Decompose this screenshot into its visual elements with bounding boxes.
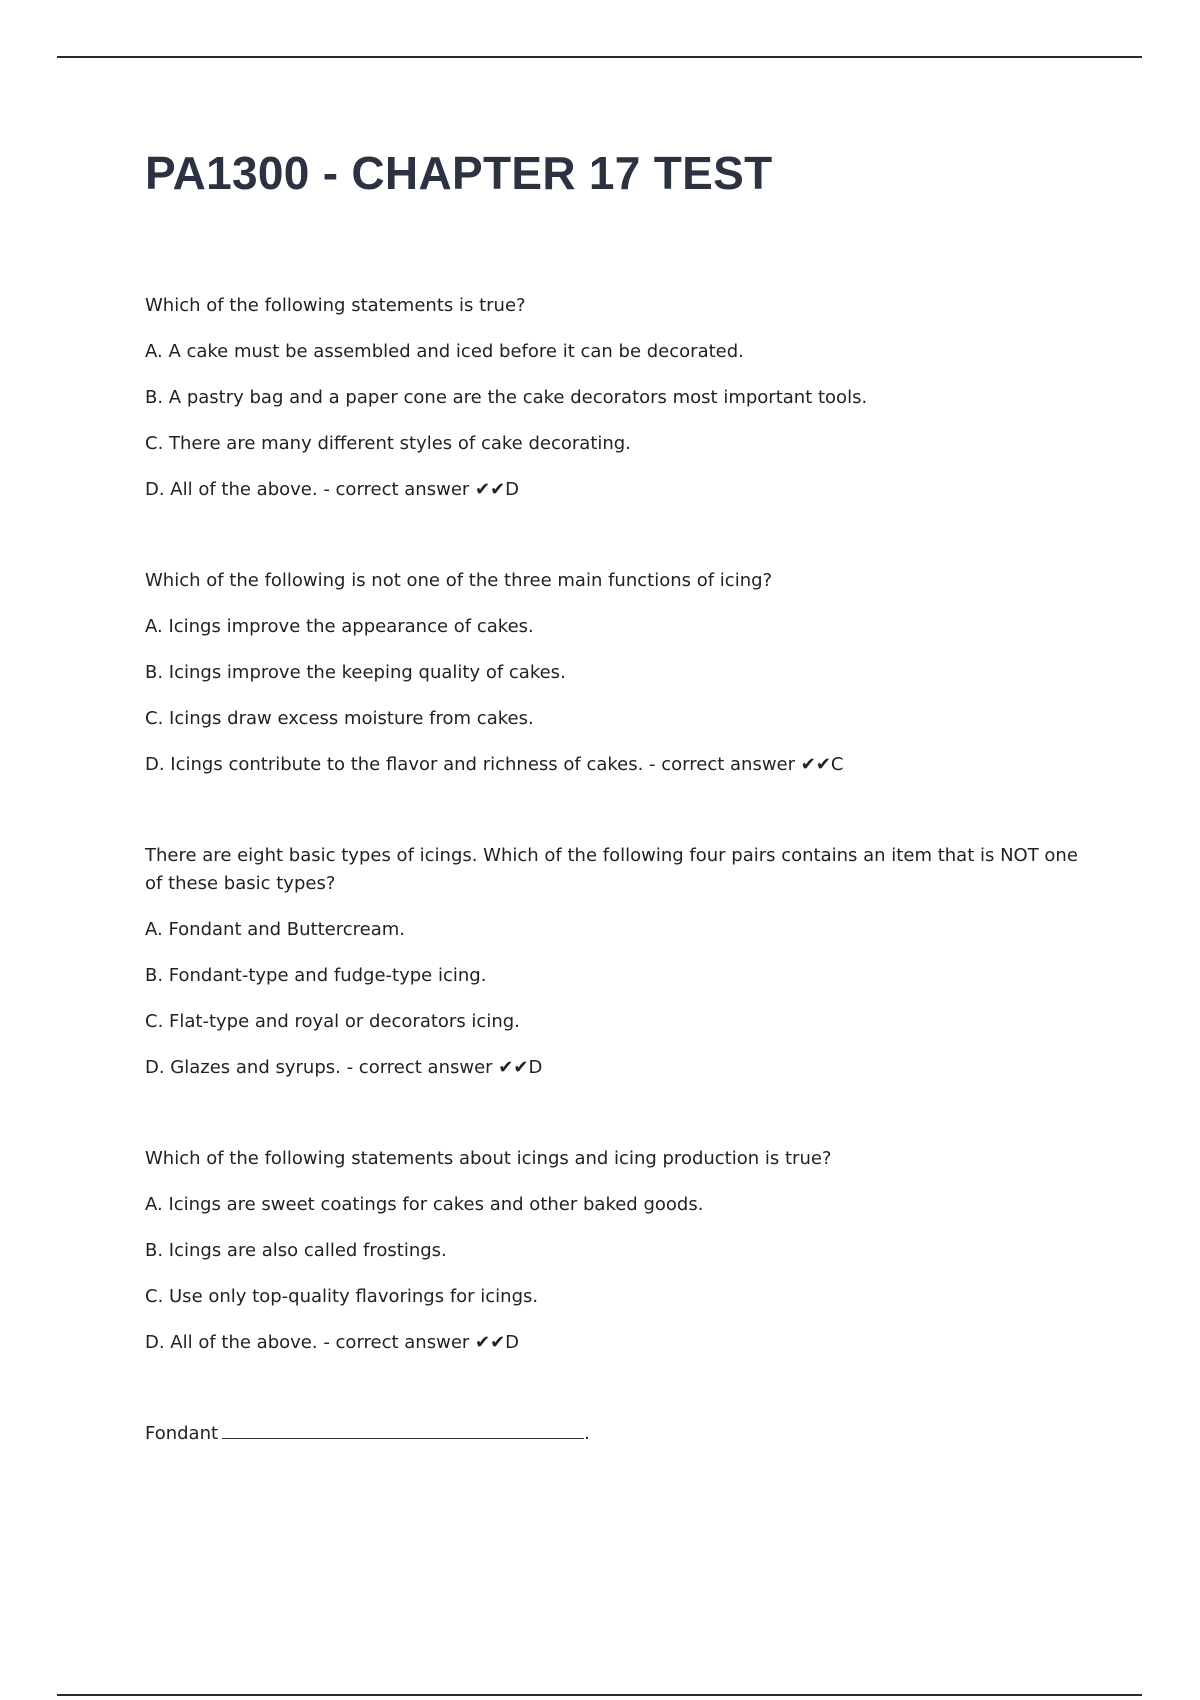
question-text: Which of the following statements about icings and icing production is true? [145,1148,832,1169]
fill-in-question [145,1420,1080,1448]
option-b: B. Fondant-type and fudge-type icing. [145,965,487,986]
fill-in-prefix: Fondant [145,1423,219,1444]
option-a: A. A cake must be assembled and iced before it can be decorated. [145,341,744,362]
option-b: B. A pastry bag and a paper cone are the cake decorators most important tools. [145,387,868,408]
option-c: C. Use only top-quality flavorings for icings. [145,1286,539,1307]
top-rule [57,56,1142,58]
option-b: B. Icings improve the keeping quality of cakes. [145,662,566,683]
option-a: A. Fondant and Buttercream. [145,919,406,940]
question-list [145,292,1080,1511]
question-3 [145,842,1080,1082]
option-d-with-answer: D. Glazes and syrups. - correct answer ✔✔D [145,1057,543,1078]
question-text: There are eight basic types of icings. Which of the following four pairs contains an item that is NOT one of these basic types? [145,845,1078,894]
question-text: Which of the following is not one of the three main functions of icing? [145,570,773,591]
option-d-with-answer: D. All of the above. - correct answer ✔✔D [145,479,520,500]
option-a: A. Icings improve the appearance of cakes. [145,616,534,637]
option-c: C. There are many different styles of cake decorating. [145,433,631,454]
option-a: A. Icings are sweet coatings for cakes and other baked goods. [145,1194,704,1215]
option-d-with-answer: D. All of the above. - correct answer ✔✔D [145,1332,520,1353]
option-b: B. Icings are also called frostings. [145,1240,447,1261]
question-2 [145,567,1080,779]
fill-in-text [145,1420,1080,1448]
page-title: PA1300 - CHAPTER 17 TEST [145,147,773,199]
answer-blank-line [222,1420,584,1439]
option-c: C. Flat-type and royal or decorators icing. [145,1011,520,1032]
option-c: C. Icings draw excess moisture from cakes. [145,708,534,729]
fill-in-suffix: . [584,1423,590,1444]
question-1 [145,292,1080,504]
option-d-with-answer: D. Icings contribute to the flavor and richness of cakes. - correct answer ✔✔C [145,754,844,775]
bottom-rule [57,1694,1142,1696]
question-text: Which of the following statements is true? [145,295,526,316]
question-4 [145,1145,1080,1357]
